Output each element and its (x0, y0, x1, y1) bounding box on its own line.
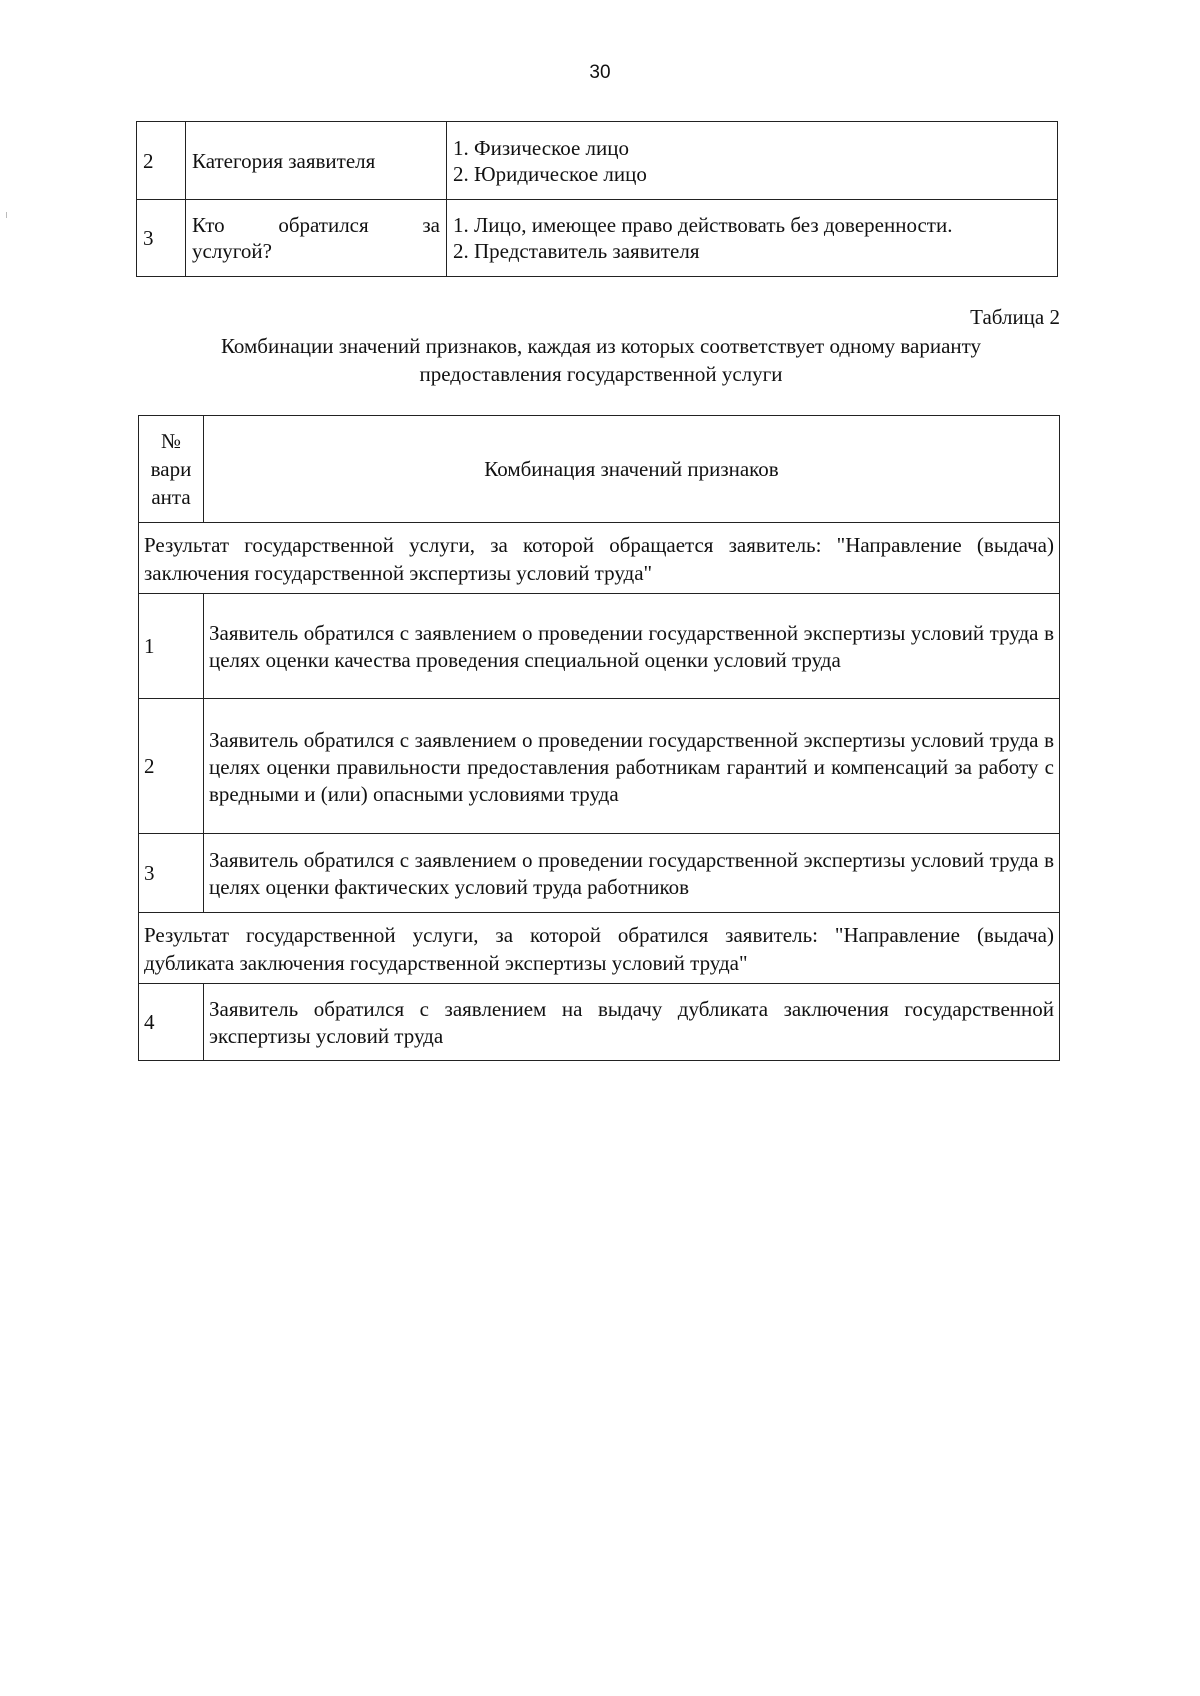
caption-line: предоставления государственной услуги (419, 362, 783, 386)
header-line: анта (151, 485, 191, 509)
variant-number: 1 (139, 594, 204, 699)
table-row (139, 594, 1060, 699)
table-caption (135, 332, 1067, 388)
variant-description: Заявитель обратился с заявлением о проведении государственной экспертизы условий труда в целях оценки правильности предоставления работникам гарантий и компенсаций за работу с вредными и (или) опасными условиями труда (204, 699, 1060, 834)
variant-description: Заявитель обратился с заявлением о проведении государственной экспертизы условий труда в целях оценки фактических условий труда работников (204, 834, 1060, 913)
page-number: 30 (589, 62, 611, 83)
applicant-attributes-table (136, 121, 1058, 277)
table-label: Таблица 2 (970, 305, 1060, 329)
caption-line: Комбинации значений признаков, каждая из которых соответствует одному варианту (220, 334, 982, 358)
section-row (139, 523, 1060, 594)
header-line: № (160, 429, 182, 453)
combination-header: Комбинация значений признаков (204, 416, 1060, 523)
table-row (139, 699, 1060, 834)
attribute-values (447, 200, 1058, 277)
scan-speck (6, 212, 7, 218)
variant-number: 3 (139, 834, 204, 913)
attribute-option: 2. Юридическое лицо (453, 161, 647, 186)
row-number: 2 (137, 122, 186, 200)
attribute-values (447, 122, 1058, 200)
variant-number: 4 (139, 984, 204, 1061)
header-line: вари (150, 457, 192, 481)
variant-description: Заявитель обратился с заявлением о проведении государственной экспертизы условий труда в целях оценки качества проведения специальной оценки условий труда (204, 594, 1060, 699)
variant-combinations-table (138, 415, 1060, 1061)
attribute-name-line: Кто обратился за (192, 213, 440, 237)
attribute-option: 2. Представитель заявителя (453, 239, 700, 263)
table-row (137, 200, 1058, 277)
attribute-name-line: услугой? (192, 239, 272, 263)
table-row (139, 834, 1060, 913)
row-number: 3 (137, 200, 186, 277)
attribute-option: 1. Физическое лицо (453, 135, 630, 160)
table-row (137, 122, 1058, 200)
attribute-name: Категория заявителя (186, 122, 447, 200)
variant-description: Заявитель обратился с заявлением на выдачу дубликата заключения государственной экспертизы условий труда (204, 984, 1060, 1061)
table-row (139, 984, 1060, 1061)
section-title: Результат государственной услуги, за которой обратился заявитель: "Направление (выдача) дубликата заключения государственной экспертизы условий труда" (139, 913, 1060, 984)
attribute-option: 1. Лицо, имеющее право действовать без доверенности. (453, 213, 953, 237)
section-title: Результат государственной услуги, за которой обращается заявитель: "Направление (выдача) заключения государственной экспертизы условий труда" (139, 523, 1060, 594)
attribute-name (186, 200, 447, 277)
variant-number: 2 (139, 699, 204, 834)
table-header-row (139, 416, 1060, 523)
section-row (139, 913, 1060, 984)
variant-number-header (139, 416, 204, 523)
